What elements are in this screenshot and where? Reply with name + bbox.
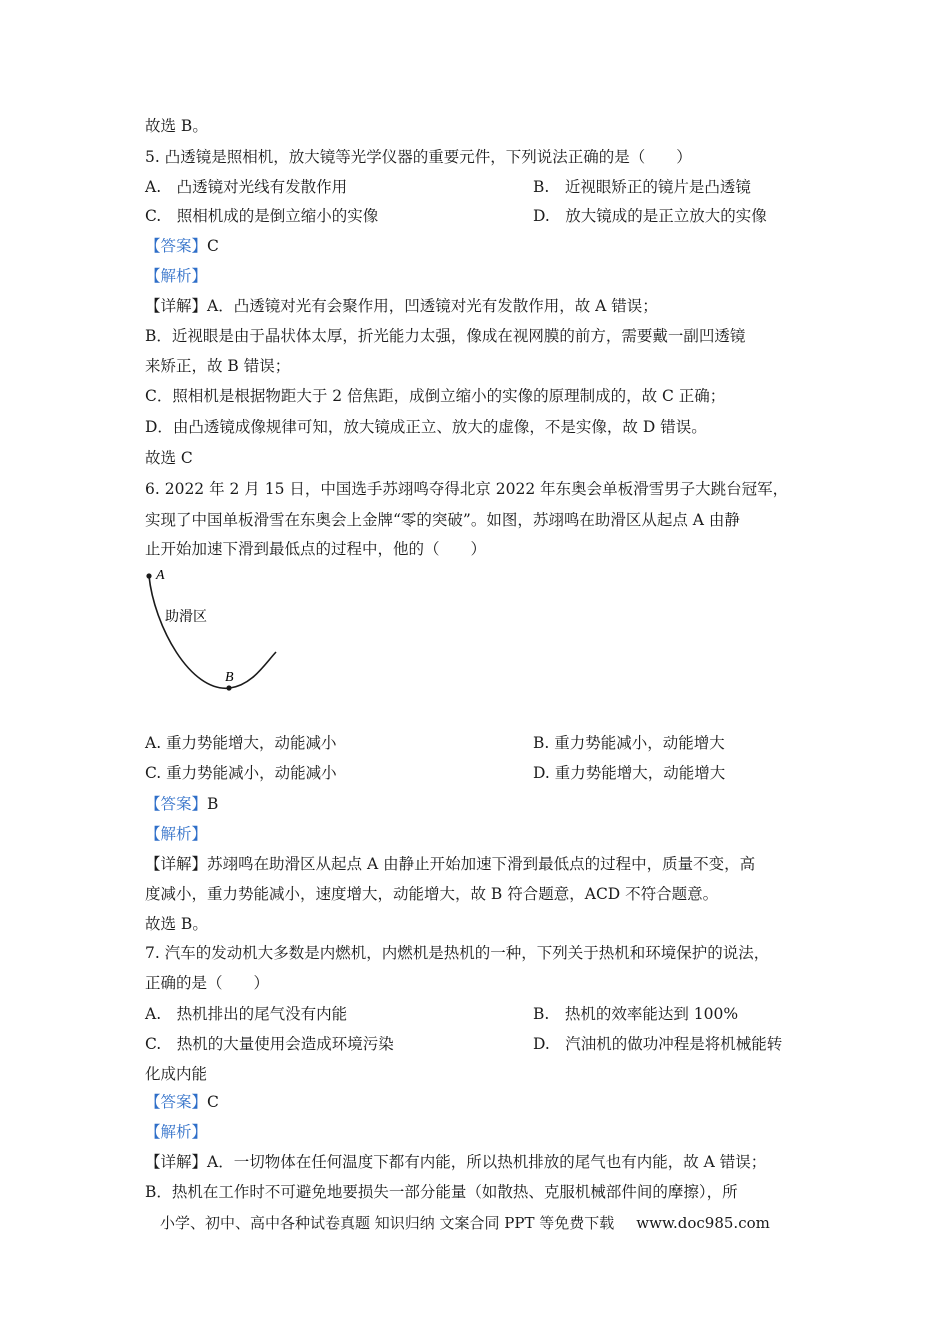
- q5-option-b: B. 近视眼矫正的镜片是凸透镜: [533, 178, 751, 196]
- detail-tag: 【详解】: [145, 1153, 208, 1171]
- q5-answer: [145, 236, 219, 256]
- question-7-stem-2: 正确的是（ ）: [145, 974, 270, 992]
- page-footer: [160, 1213, 770, 1233]
- q5-option-a: A. 凸透镜对光线有发散作用: [145, 178, 348, 196]
- q7-detail-2: B．热机在工作时不可避免地要损失一部分能量（如散热、克服机械部件间的摩擦），所: [145, 1183, 738, 1201]
- label-b: B: [225, 670, 234, 685]
- detail-tag: 【详解】: [145, 855, 208, 873]
- answer-value: C: [207, 1093, 219, 1111]
- answer-tag: 【答案】: [145, 795, 208, 813]
- q6-detail-1: 【详解】苏翊鸣在助滑区从起点 A 由静止开始加速下滑到最低点的过程中，质量不变，高: [145, 855, 756, 873]
- q7-option-a: A. 热机排出的尾气没有内能: [145, 1005, 348, 1023]
- answer-value: C: [207, 237, 219, 255]
- q5-detail-4: C．照相机是根据物距大于 2 倍焦距，成倒立缩小的实像的原理制成的，故 C 正确；: [145, 387, 726, 405]
- zone-label: 助滑区: [165, 609, 207, 625]
- question-6-stem-1: 6. 2022 年 2 月 15 日，中国选手苏翊鸣夺得北京 2022 年东奥会单板滑雪男子大跳台冠军，: [145, 480, 789, 498]
- q6-analysis-tag: 【解析】: [145, 825, 208, 843]
- question-7-stem-1: 7. 汽车的发动机大多数是内燃机，内燃机是热机的一种，下列关于热机和环境保护的说法，: [145, 944, 770, 962]
- q7-option-d-continued: 化成内能: [145, 1065, 208, 1083]
- slope-curve: [149, 576, 276, 688]
- answer-tag: 【答案】: [145, 1093, 208, 1111]
- label-a: A: [156, 568, 165, 583]
- question-6-stem-2: 实现了中国单板滑雪在东奥会上金牌“零的突破”。如图，苏翊鸣在助滑区从起点 A 由静: [145, 511, 740, 529]
- q5-conclusion: 故选 C: [145, 449, 193, 467]
- ski-slope-figure: [140, 565, 290, 700]
- q7-option-b: B. 热机的效率能达到 100%: [533, 1005, 739, 1023]
- answer-tag: 【答案】: [145, 237, 208, 255]
- footer-text: 小学、初中、高中各种试卷真题 知识归纳 文案合同 PPT 等免费下载: [160, 1214, 615, 1232]
- start-point-a: [146, 573, 151, 578]
- q7-option-d: D. 汽油机的做功冲程是将机械能转: [533, 1035, 783, 1053]
- slope-diagram: [140, 565, 290, 700]
- q5-analysis-tag: 【解析】: [145, 267, 208, 285]
- q5-detail-5: D．由凸透镜成像规律可知，放大镜成正立、放大的虚像，不是实像，故 D 错误。: [145, 418, 707, 436]
- q5-detail-1: 【详解】A．凸透镜对光有会聚作用，凹透镜对光有发散作用，故 A 错误；: [145, 297, 658, 315]
- q7-detail-1: 【详解】A．一切物体在任何温度下都有内能，所以热机排放的尾气也有内能，故 A 错误；: [145, 1153, 767, 1171]
- q6-conclusion: 故选 B。: [145, 915, 208, 933]
- question-5-stem: 5. 凸透镜是照相机，放大镜等光学仪器的重要元件，下列说法正确的是（ ）: [145, 148, 692, 166]
- q6-option-d: D. 重力势能增大，动能增大: [533, 764, 726, 782]
- q7-analysis-tag: 【解析】: [145, 1123, 208, 1141]
- q6-detail-2: 度减小，重力势能减小，速度增大，动能增大，故 B 符合题意，ACD 不符合题意。: [145, 885, 719, 903]
- q6-answer: [145, 794, 218, 814]
- q6-option-a: A. 重力势能增大，动能减小: [145, 734, 337, 752]
- lowest-point-b: [226, 685, 231, 690]
- footer-url[interactable]: www.doc985.com: [636, 1214, 770, 1232]
- q7-option-c: C. 热机的大量使用会造成环境污染: [145, 1035, 394, 1053]
- q5-detail-3: 来矫正，故 B 错误；: [145, 357, 291, 375]
- detail-tag: 【详解】: [145, 297, 208, 315]
- answer-value: B: [207, 795, 219, 813]
- text-line: 故选 B。: [145, 117, 208, 135]
- q5-detail-2: B．近视眼是由于晶状体太厚，折光能力太强，像成在视网膜的前方，需要戴一副凹透镜: [145, 327, 746, 345]
- q6-option-b: B. 重力势能减小，动能增大: [533, 734, 725, 752]
- q5-option-c: C. 照相机成的是倒立缩小的实像: [145, 207, 379, 225]
- q6-option-c: C. 重力势能减小，动能减小: [145, 764, 337, 782]
- q5-option-d: D. 放大镜成的是正立放大的实像: [533, 207, 767, 225]
- question-6-stem-3: 止开始加速下滑到最低点的过程中，他的（ ）: [145, 540, 487, 558]
- q7-answer: [145, 1092, 219, 1112]
